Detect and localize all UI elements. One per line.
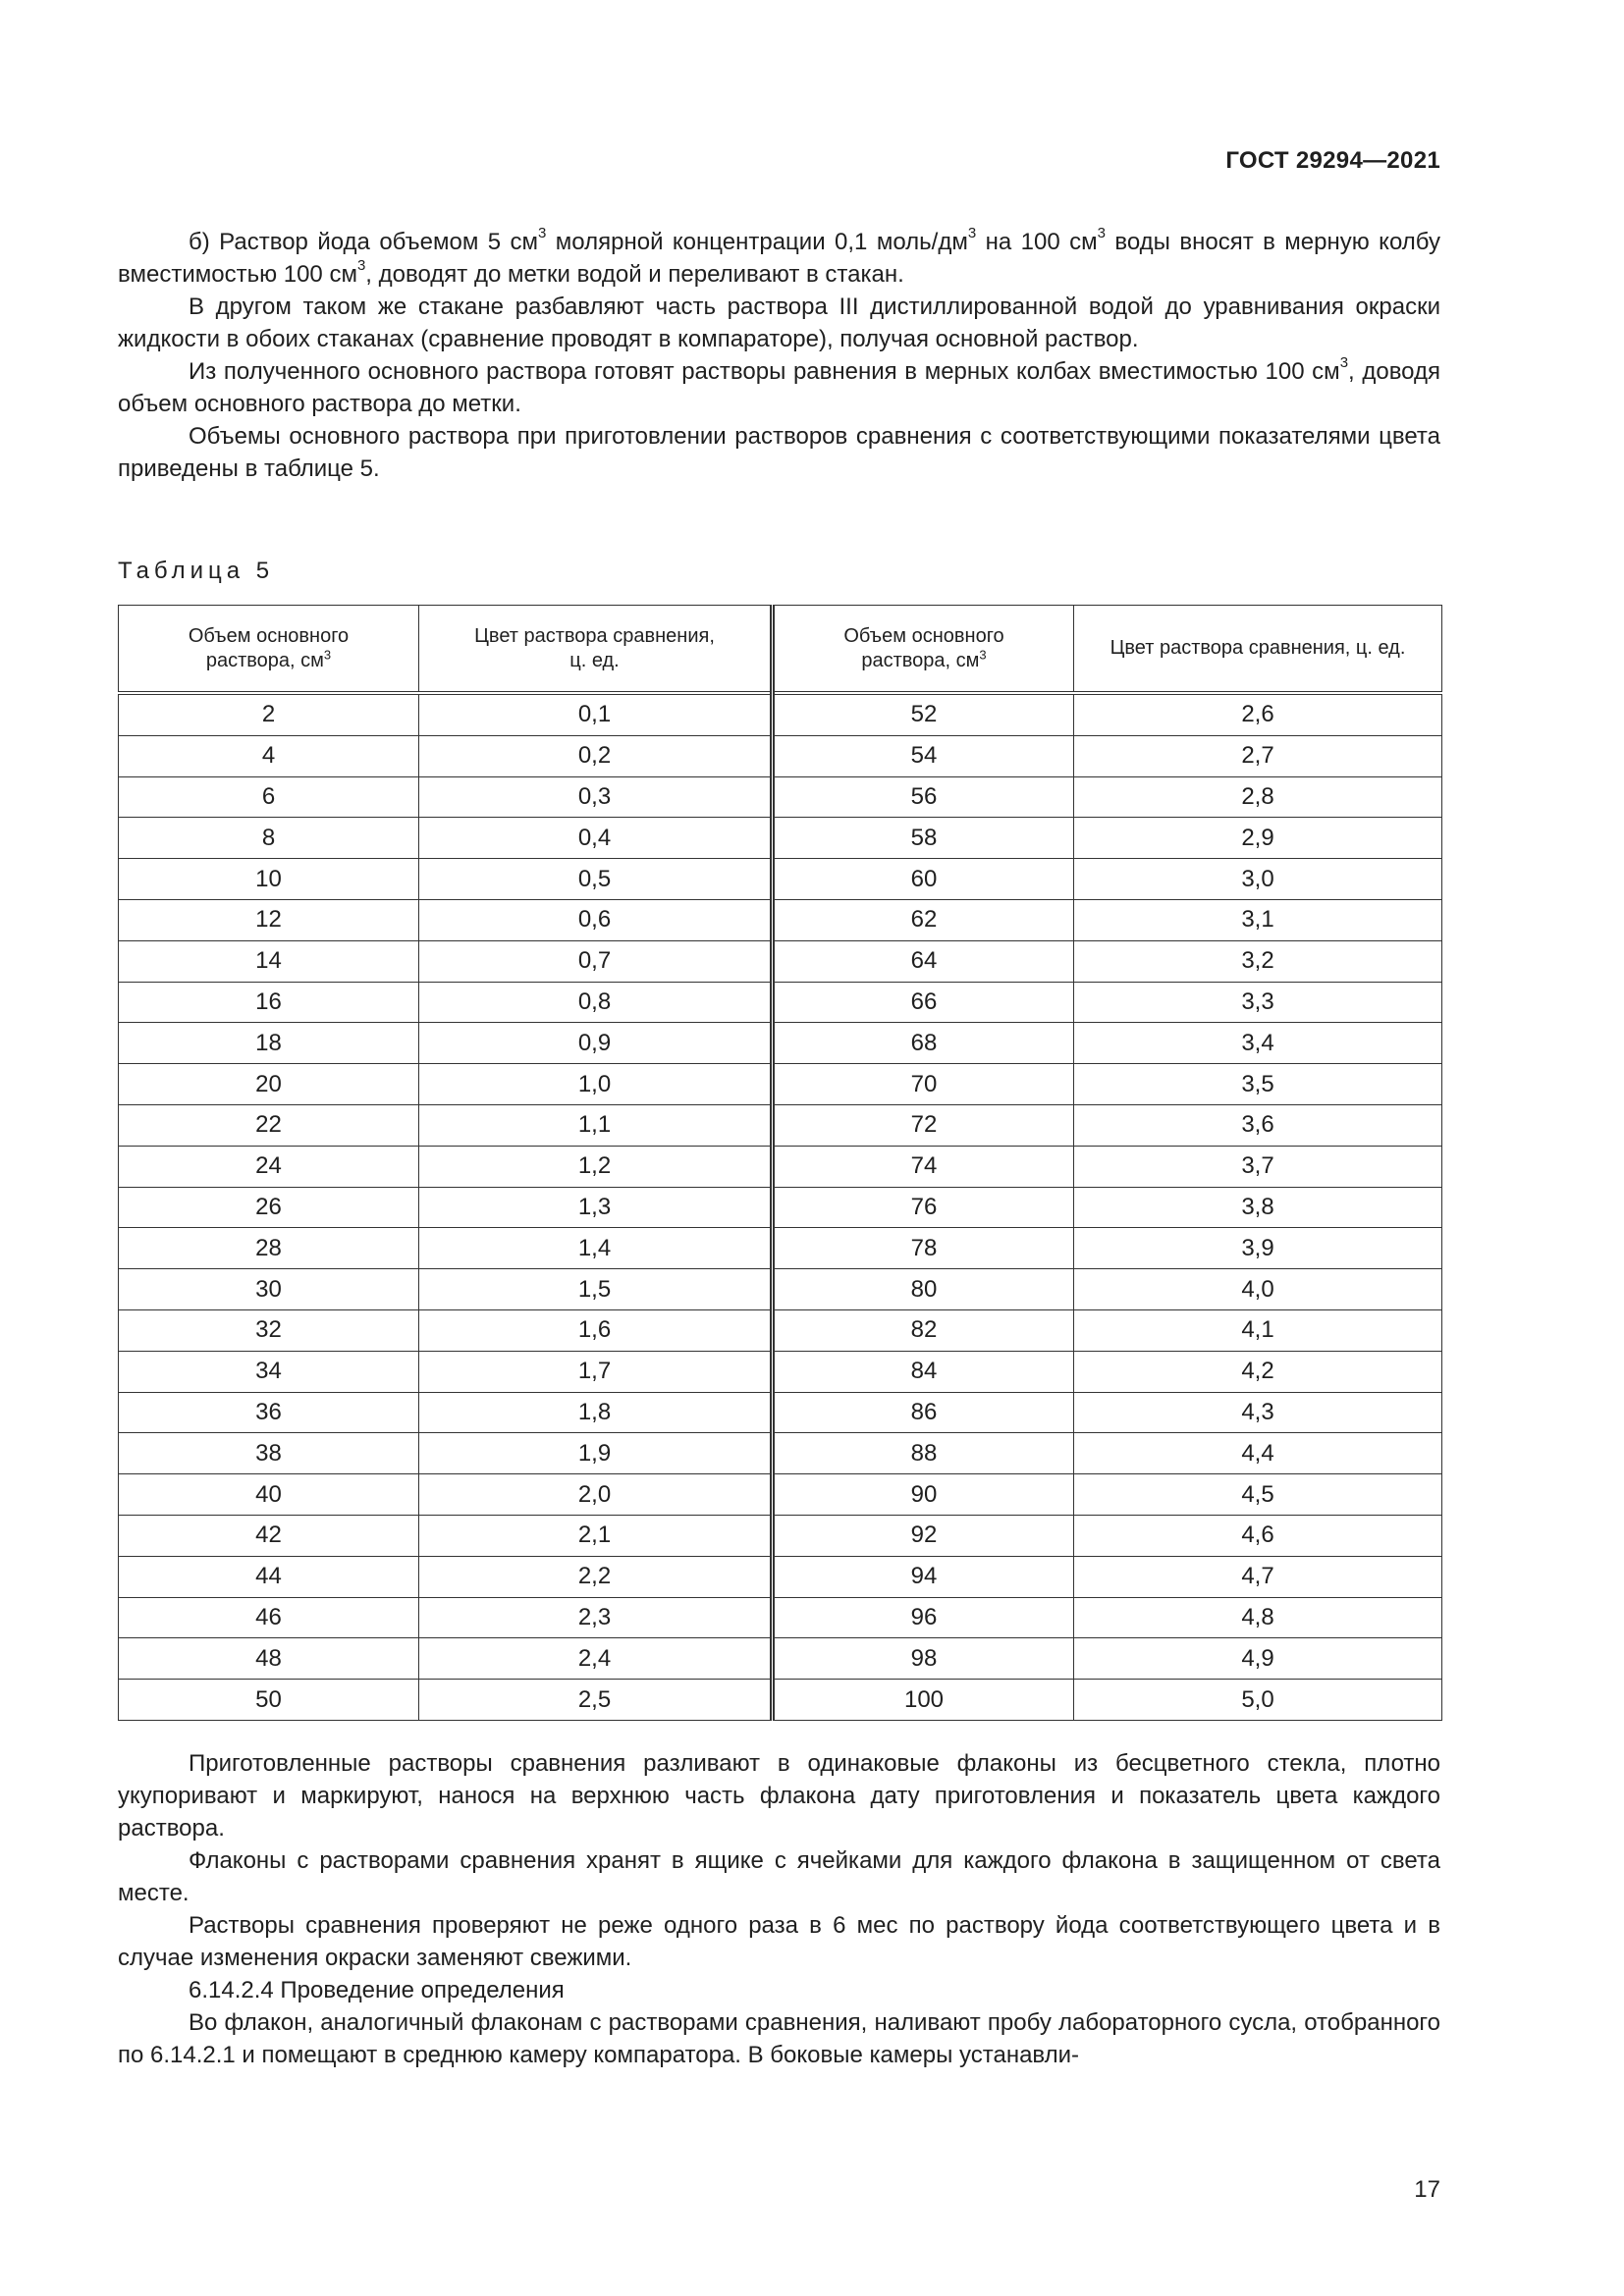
table-cell: 0,8 [419, 982, 773, 1023]
table-cell: 0,4 [419, 818, 773, 859]
table-row [119, 1104, 1442, 1146]
table-cell: 30 [119, 1269, 419, 1310]
table-cell: 4 [119, 735, 419, 776]
table-row [119, 1187, 1442, 1228]
table-cell: 100 [773, 1680, 1074, 1721]
table-cell: 2,1 [419, 1515, 773, 1556]
table-cell: 4,2 [1074, 1351, 1442, 1392]
table-cell: 3,0 [1074, 859, 1442, 900]
table-cell: 4,7 [1074, 1556, 1442, 1597]
table-row [119, 1597, 1442, 1638]
table-cell: 1,9 [419, 1433, 773, 1474]
intro-text [118, 226, 1440, 485]
table-cell: 3,1 [1074, 899, 1442, 940]
table-cell: 3,7 [1074, 1146, 1442, 1187]
table-cell: 5,0 [1074, 1680, 1442, 1721]
table-cell: 1,0 [419, 1064, 773, 1105]
table-row [119, 1638, 1442, 1680]
table-cell: 66 [773, 982, 1074, 1023]
table-row [119, 859, 1442, 900]
table-cell: 3,2 [1074, 940, 1442, 982]
table-cell: 0,1 [419, 693, 773, 735]
table-cell: 3,3 [1074, 982, 1442, 1023]
table-row [119, 776, 1442, 818]
table-cell: 2 [119, 693, 419, 735]
table-cell: 2,4 [419, 1638, 773, 1680]
paragraph: Флаконы с растворами сравнения хранят в ящике с ячейками для каждого флакона в защищенном от света месте. [118, 1847, 1440, 1906]
table-cell: 80 [773, 1269, 1074, 1310]
header-color-1: Цвет раствора сравнения, ц. ед. [419, 606, 773, 694]
table-cell: 1,7 [419, 1351, 773, 1392]
table-cell: 46 [119, 1597, 419, 1638]
table-row [119, 735, 1442, 776]
table-cell: 2,6 [1074, 693, 1442, 735]
table-cell: 4,1 [1074, 1309, 1442, 1351]
table-cell: 14 [119, 940, 419, 982]
table-cell: 2,7 [1074, 735, 1442, 776]
table-cell: 2,8 [1074, 776, 1442, 818]
table-cell: 18 [119, 1023, 419, 1064]
paragraph: б) Раствор йода объемом 5 $см^3$ молярной концентрации 0,1 моль/$дм^3$ на 100 $см^3$ воды вносят в мерную колбу вместимостью 100 $см^3$, доводят до метки водой и переливают в стакан. [118, 225, 1440, 288]
table-cell: 38 [119, 1433, 419, 1474]
table-cell: 4,3 [1074, 1392, 1442, 1433]
table-cell: 40 [119, 1474, 419, 1516]
table-cell: 44 [119, 1556, 419, 1597]
table-cell: 3,8 [1074, 1187, 1442, 1228]
section-heading: 6.14.2.4 Проведение определения [189, 1977, 565, 2003]
table-cell: 0,9 [419, 1023, 773, 1064]
table-row [119, 1064, 1442, 1105]
table-cell: 70 [773, 1064, 1074, 1105]
table-cell: 42 [119, 1515, 419, 1556]
table-cell: 74 [773, 1146, 1074, 1187]
table-cell: 82 [773, 1309, 1074, 1351]
table-cell: 90 [773, 1474, 1074, 1516]
table-cell: 2,9 [1074, 818, 1442, 859]
table-cell: 3,9 [1074, 1228, 1442, 1269]
table-row [119, 982, 1442, 1023]
table-cell: 4,4 [1074, 1433, 1442, 1474]
table-cell: 1,6 [419, 1309, 773, 1351]
table-cell: 64 [773, 940, 1074, 982]
paragraph: Объемы основного раствора при приготовлении растворов сравнения с соответствующими показателями цвета приведены в таблице 5. [118, 423, 1440, 482]
table-cell: 2,0 [419, 1474, 773, 1516]
table-row [119, 940, 1442, 982]
table-cell: 1,2 [419, 1146, 773, 1187]
paragraph: Растворы сравнения проверяют не реже одного раза в 6 мес по раствору йода соответствующего цвета и в случае изменения окраски заменяют свежими. [118, 1912, 1440, 1971]
table-row [119, 1309, 1442, 1351]
table-row [119, 1474, 1442, 1516]
table-cell: 26 [119, 1187, 419, 1228]
document-header: ГОСТ 29294—2021 [1225, 147, 1440, 174]
table-cell: 1,3 [419, 1187, 773, 1228]
table-cell: 8 [119, 818, 419, 859]
table-cell: 3,6 [1074, 1104, 1442, 1146]
table-cell: 2,3 [419, 1597, 773, 1638]
table-cell: 4,8 [1074, 1597, 1442, 1638]
table-cell: 22 [119, 1104, 419, 1146]
table-cell: 58 [773, 818, 1074, 859]
table-cell: 16 [119, 982, 419, 1023]
table-cell: 20 [119, 1064, 419, 1105]
table-cell: 76 [773, 1187, 1074, 1228]
table-cell: 4,9 [1074, 1638, 1442, 1680]
table-cell: 84 [773, 1351, 1074, 1392]
paragraph: Приготовленные растворы сравнения разливают в одинаковые флаконы из бесцветного стекла, плотно укупоривают и маркируют, нанося на верхнюю часть флакона дату приготовления и показатель цвета каждого раствора. [118, 1750, 1440, 1842]
after-text [118, 1747, 1440, 2071]
table-cell: 0,5 [419, 859, 773, 900]
table-cell: 56 [773, 776, 1074, 818]
table-cell: 78 [773, 1228, 1074, 1269]
table-cell: 98 [773, 1638, 1074, 1680]
table-row [119, 1680, 1442, 1721]
table-row [119, 1515, 1442, 1556]
table-cell: 94 [773, 1556, 1074, 1597]
table-cell: 1,8 [419, 1392, 773, 1433]
table-cell: 86 [773, 1392, 1074, 1433]
table-cell: 36 [119, 1392, 419, 1433]
header-color-2: Цвет раствора сравнения, ц. ед. [1074, 606, 1442, 694]
table-row [119, 1228, 1442, 1269]
table-cell: 3,4 [1074, 1023, 1442, 1064]
table-cell: 2,5 [419, 1680, 773, 1721]
table-cell: 32 [119, 1309, 419, 1351]
header-volume-1: Объем основного раствора, $см^3$ [119, 606, 419, 694]
paragraph: Во флакон, аналогичный флаконам с растворами сравнения, наливают пробу лабораторного сусла, отобранного по 6.14.2.1 и помещают в среднюю камеру компаратора. В боковые камеры устанавли- [118, 2009, 1440, 2068]
table-cell: 28 [119, 1228, 419, 1269]
table-cell: 4,5 [1074, 1474, 1442, 1516]
table-row [119, 1269, 1442, 1310]
page-number: 17 [1414, 2176, 1440, 2203]
table-cell: 4,6 [1074, 1515, 1442, 1556]
table-cell: 50 [119, 1680, 419, 1721]
table-cell: 0,2 [419, 735, 773, 776]
table-cell: 62 [773, 899, 1074, 940]
table-cell: 0,3 [419, 776, 773, 818]
table-caption: Таблица 5 [118, 558, 275, 584]
table-cell: 0,7 [419, 940, 773, 982]
table-cell: 48 [119, 1638, 419, 1680]
paragraph: Из полученного основного раствора готовят растворы равнения в мерных колбах вместимостью 100 $см^3$, доводя объем основного раствора до метки. [118, 354, 1440, 417]
table-row [119, 1351, 1442, 1392]
table-header-row [119, 606, 1442, 694]
table-row [119, 1556, 1442, 1597]
table-row [119, 1023, 1442, 1064]
table-row [119, 1433, 1442, 1474]
table-cell: 96 [773, 1597, 1074, 1638]
table-cell: 4,0 [1074, 1269, 1442, 1310]
table-row [119, 1392, 1442, 1433]
table-cell: 0,6 [419, 899, 773, 940]
table-row [119, 1146, 1442, 1187]
table-cell: 60 [773, 859, 1074, 900]
table-cell: 1,4 [419, 1228, 773, 1269]
table-cell: 52 [773, 693, 1074, 735]
table-cell: 68 [773, 1023, 1074, 1064]
table-cell: 1,1 [419, 1104, 773, 1146]
header-volume-2: Объем основного раствора, $см^3$ [773, 606, 1074, 694]
table-row [119, 693, 1442, 735]
table-cell: 10 [119, 859, 419, 900]
paragraph: В другом таком же стакане разбавляют часть раствора III дистиллированной водой до уравнивания окраски жидкости в обоих стаканах (сравнение проводят в компараторе), получая основной раствор. [118, 294, 1440, 352]
table-cell: 12 [119, 899, 419, 940]
table-cell: 3,5 [1074, 1064, 1442, 1105]
table-cell: 72 [773, 1104, 1074, 1146]
table-row [119, 899, 1442, 940]
table-cell: 24 [119, 1146, 419, 1187]
table-row [119, 818, 1442, 859]
color-standards-table [118, 605, 1442, 1721]
table-cell: 1,5 [419, 1269, 773, 1310]
table-cell: 88 [773, 1433, 1074, 1474]
table-cell: 92 [773, 1515, 1074, 1556]
table-cell: 6 [119, 776, 419, 818]
table-cell: 2,2 [419, 1556, 773, 1597]
table-cell: 34 [119, 1351, 419, 1392]
table-cell: 54 [773, 735, 1074, 776]
